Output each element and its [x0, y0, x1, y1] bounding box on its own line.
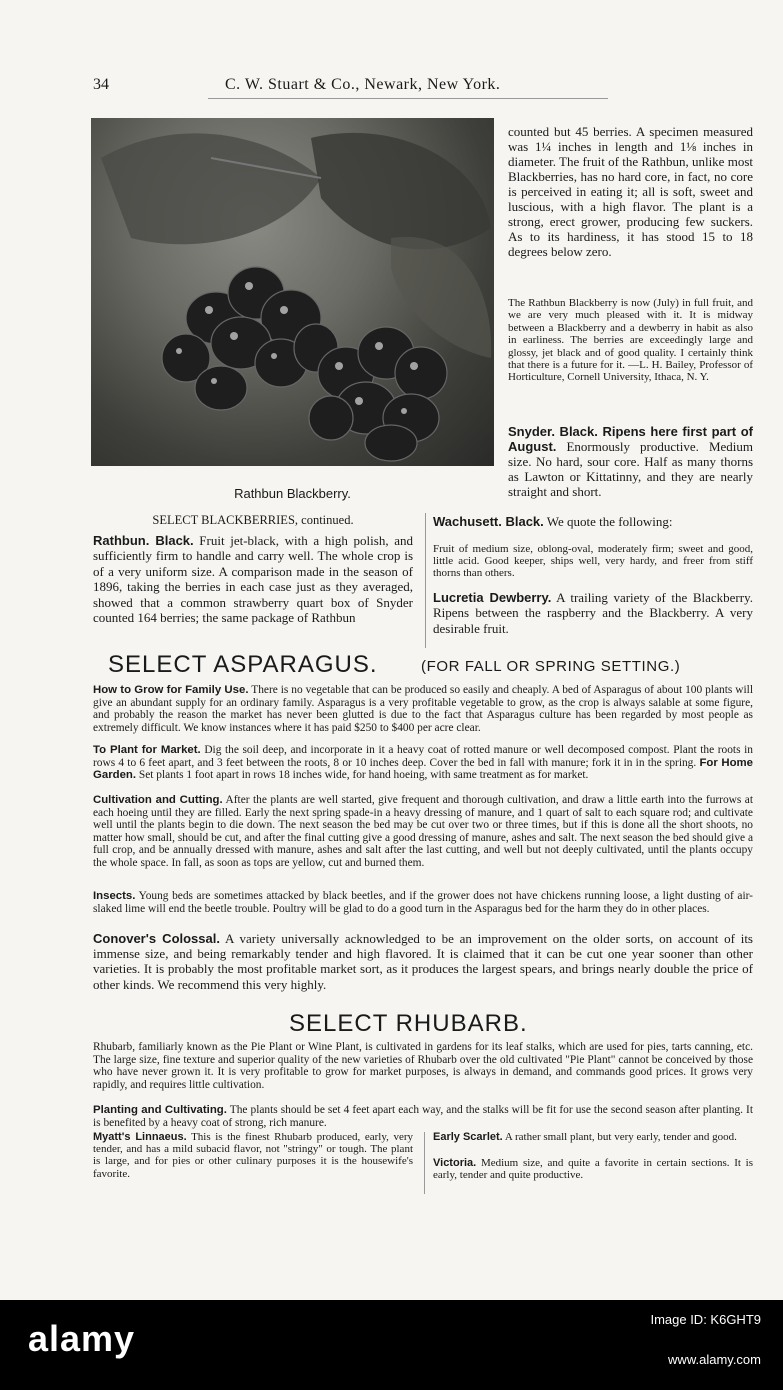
cultivation-heading: Cultivation and Cutting. — [93, 794, 223, 806]
wachusett-name: Wachusett. Black. — [433, 514, 544, 529]
rathbun-entry — [93, 533, 413, 625]
blackberry-illustration — [91, 118, 494, 466]
asparagus-plant-for-market — [93, 744, 753, 782]
family-use-text: There is no vegetable that can be produced so easily and cheaply. A bed of Asparagus of about 100 plants will give an abundant supply for an ordinary family. Asparagus is a very profitable vegetable to grow, as the crop is always salable at some figure, and probably the reason the market has never been glutted is due to the fact that Asparagus culture has been regarded by most people as extremely difficult. We know instances where it has paid $250 to $400 per acre clear. — [93, 684, 753, 734]
page-number: 34 — [93, 76, 109, 93]
bailey-quote: The Rathbun Blackberry is now (July) in full fruit, and we are very much pleased with it. It is midway between a Blackberry and a dewberry in habit as also in earliness. The berries are exceedingly large and glossy, jet black and of good quality. I certainly think that there is a future for it. —L. H. Bailey, Professor of Horticulture, Cornell University, Ithaca, N. Y. — [508, 297, 753, 384]
rhubarb-intro: Rhubarb, familiarly known as the Pie Plant or Wine Plant, is cultivated in gardens for its leaf stalks, which are used for pies, tarts canning, etc. The large size, fine texture and superior quality of the new varieties of Rhubarb over the old cultivated "Pie Plant" cannot be conceived by those who have never grown it. It is very profitable to grow for market purposes, is always in demand, and commands good prices. It grows very rapidly, and requires little cultivation. — [93, 1041, 753, 1091]
victoria-entry — [433, 1157, 753, 1181]
victoria-name: Victoria. — [433, 1157, 477, 1169]
early-scarlet-entry — [433, 1131, 753, 1143]
victoria-text: Medium size, and quite a favorite in certain sections. It is early, tender and quite productive. — [433, 1157, 754, 1182]
rhubarb-planting — [93, 1104, 753, 1129]
early-scarlet-text: A rather small plant, but very early, tender and good. — [504, 1131, 737, 1143]
blackberry-photo — [91, 118, 494, 466]
lucretia-name: Lucretia Dewberry. — [433, 590, 552, 605]
conovers-colossal-name: Conover's Colossal. — [93, 931, 220, 946]
header-rule — [208, 98, 608, 99]
figure-caption: Rathbun Blackberry. — [234, 486, 351, 501]
image-id: Image ID: K6GHT9 — [650, 1312, 761, 1327]
wachusett-text: We quote the following: — [546, 514, 673, 529]
plant-for-market-text: Dig the soil deep, and incorporate in it a heavy coat of rotted manure or well decomposed compost. Plant the roots in rows 4 to 6 feet apart, and 3 feet between the roots, 8 or 10 inches deep. Cover the bed in fall with manure; fork it in in the spring. — [93, 744, 753, 769]
blackberries-section-title: SELECT BLACKBERRIES, continued. — [152, 513, 354, 527]
wachusett-entry — [433, 514, 753, 529]
column-divider — [425, 513, 426, 648]
wachusett-quote: Fruit of medium size, oblong-oval, moderately firm; sweet and good, little acid. Good keeper, ships well, very hardy, and freer from stiff thorns than others. — [433, 543, 753, 580]
asparagus-note: (FOR FALL OR SPRING SETTING.) — [421, 658, 681, 675]
myatts-linnaeus-text: This is the finest Rhubarb produced, early, very tender, and has a mild subacid flavor, not "stringy" or tough. The plant is large, and for pies or other culinary purposes it is the housewife's favorite. — [93, 1131, 413, 1180]
lucretia-entry — [433, 590, 753, 636]
rathbun-name: Rathbun. Black. — [93, 533, 194, 548]
planting-text: The plants should be set 4 feet apart each way, and the stalks will be fit for use the second season after planting. It is benefited by a heavy coat of strong, rich manure. — [93, 1104, 754, 1129]
planting-heading: Planting and Cultivating. — [93, 1104, 227, 1116]
snyder-text: Enormously productive. Medium size. No hard, sour core. Half as many thorns as Lawton or Kittatinny, and they are nearly straight and short. — [508, 439, 754, 499]
rhubarb-title: SELECT RHUBARB. — [289, 1010, 528, 1037]
early-scarlet-name: Early Scarlet. — [433, 1131, 503, 1143]
home-garden-text: Set plants 1 foot apart in rows 18 inches wide, for hand hoeing, with same treatment as for market. — [138, 769, 589, 782]
family-use-heading: How to Grow for Family Use. — [93, 684, 249, 696]
cultivation-text: After the plants are well started, give frequent and thorough cultivation, and draw a little earth into the furrows at each hoeing until they are filled. Early the next spring spade-in a heavy dressing of manure, and 1 quart of salt to each square rod; and cultivate well until the plants begin to die down. The next season the bed may be cut over two or three times, but if this is done all the short shoots, no matter how small, should be cut, and after the final cutting give a good dressing of manure, ashes and salt. The next season the bed should give a full crop, and be annually dressed with manure, ashes and salt after the last cutting, and well but not deeply cultivated, until the plants occupy the whole space. In fall, as soon as tops are yellow, cut and burned them. — [93, 794, 754, 869]
page-header-title: C. W. Stuart & Co., Newark, New York. — [225, 76, 501, 93]
asparagus-insects — [93, 890, 753, 915]
snyder-entry — [508, 424, 753, 499]
alamy-logo: alamy — [28, 1318, 136, 1359]
asparagus-cultivation — [93, 794, 753, 870]
lucretia-text: A trailing variety of the Blackberry. Ripens between the raspberry and the Blackberry. A very desirable fruit. — [433, 590, 753, 636]
rathbun-text: Fruit jet-black, with a high polish, and sufficiently firm to handle and carry well. The whole crop is of a very uniform size. A comparison made in the season of 1896, taking the berries in each case just as they averaged, showed that a common strawberry quart box of Snyder counted 164 berries; the same package of Rathbun — [93, 533, 413, 626]
asparagus-title: SELECT ASPARAGUS. — [108, 651, 378, 678]
asparagus-family-use — [93, 684, 753, 734]
conovers-colossal-text: A variety universally acknowledged to be an improvement on the older sorts, on account of its immense size, and being remarkably tender and high flavored. It is claimed that it can be cut one year sooner than other varieties. It is probably the most profitable market sort, as it produces the largest spears, and brings nearly double the price of other kinds. We recommend this very highly. — [93, 931, 753, 992]
rathbun-description-continued: counted but 45 berries. A specimen measured was 1¼ inches in length and 1⅛ inches in diameter. The fruit of the Rathbun, unlike most Blackberries, has no hard core, in fact, no core is perceived in eating it; all is soft, sweet and luscious, with a high flavor. The plant is a strong, erect grower, producing few suckers. As to its hardiness, it has stood 15 to 18 degrees below zero. — [508, 124, 753, 259]
rhubarb-column-divider — [424, 1132, 425, 1194]
home-garden-heading: For Home Garden. — [93, 756, 753, 782]
snyder-name: Snyder. Black. Ripens here first part of August. — [508, 424, 753, 454]
myatts-linnaeus-name: Myatt's Linnaeus. — [93, 1131, 187, 1143]
plant-for-market-heading: To Plant for Market. — [93, 744, 201, 756]
myatts-linnaeus-entry — [93, 1131, 413, 1180]
insects-heading: Insects. — [93, 890, 136, 902]
conovers-colossal-entry — [93, 931, 753, 992]
footer-url: www.alamy.com — [668, 1352, 761, 1367]
insects-text: Young beds are sometimes attacked by black beetles, and if the grower does not have chickens running loose, a light dusting of air-slaked lime will end the beetle trouble. Poultry will be glad to do a good turn in the Asparagus bed for the harm they do in other places. — [93, 890, 753, 915]
